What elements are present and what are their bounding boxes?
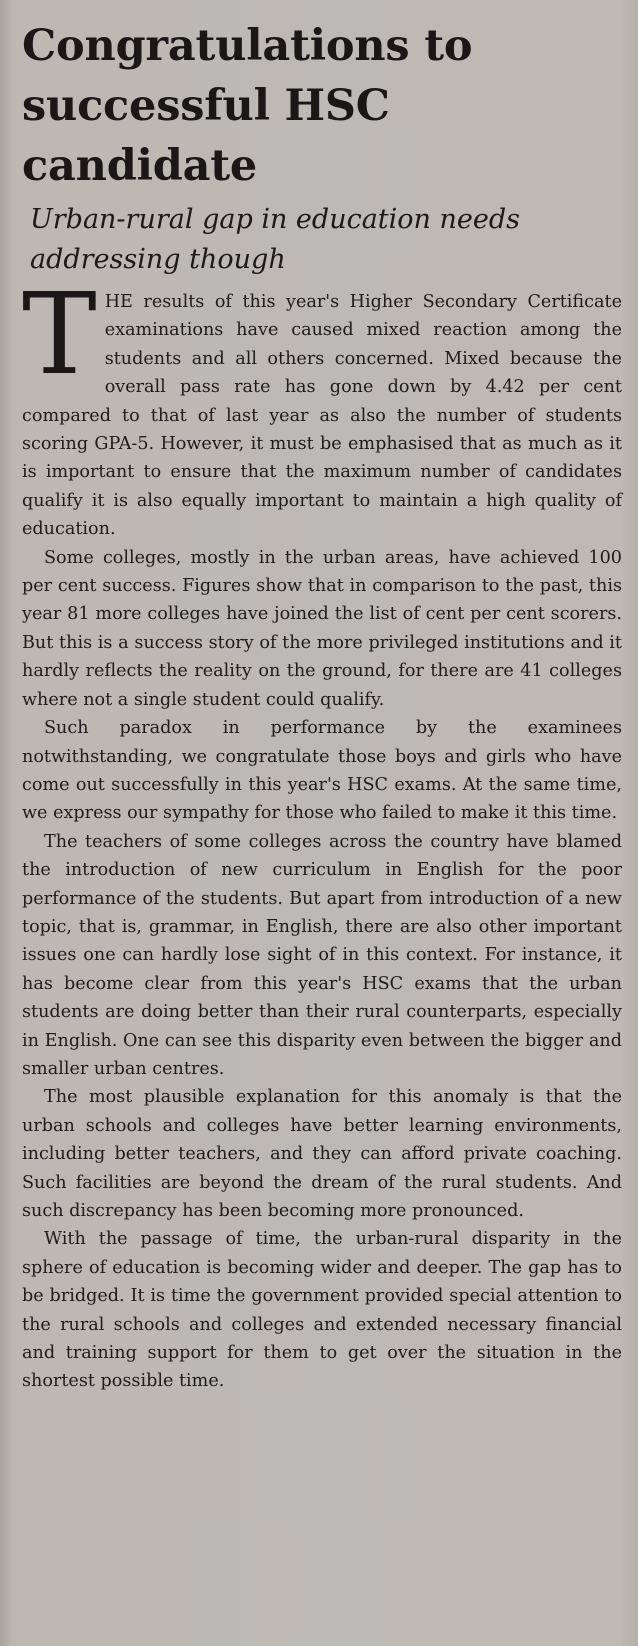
paragraph-1 (22, 270, 622, 544)
paragraph-6: With the passage of time, the urban-rural disparity in the sphere of education is becoming wider and deeper. The gap has to be bridged. It is time the government provided special attention to the rural schools and colleges and extended necessary financial and training support for them to get over the situation in the shortest possible time. (22, 1229, 622, 1392)
drop-cap: T (22, 270, 97, 400)
article-body (22, 270, 622, 1396)
paragraph-2: Some colleges, mostly in the urban areas, have achieved 100 per cent success. Figures show that in comparison to the past, this year 81 more colleges have joined the list of cent per cent scorers. But this is a success story of the more privileged institutions and it hardly reflects the reality on the ground, for there are 41 colleges where not a single student could qualify. (22, 547, 622, 710)
paragraph-5: The most plausible explanation for this anomaly is that the urban schools and colleges have better learning environments, including better teachers, and they can afford private coaching. Such facilities are beyond the dream of the rural students. And such discrepancy has been becoming more pronounced. (22, 1087, 622, 1221)
paragraph-3: Such paradox in performance by the examinees notwithstanding, we congratulate those boys and girls who have come out successfully in this year's HSC exams. At the same time, we express our sympathy for those who failed to make it this time. (22, 718, 622, 824)
paragraph-4: The teachers of some colleges across the country have blamed the introduction of new curriculum in English for the poor performance of the students. But apart from introduction of a new topic, that is, grammar, in English, there are also other important issues one can hardly lose sight of in this context. For instance, it has become clear from this year's HSC exams that the urban students are doing better than their rural counterparts, especially in English. One can see this disparity even between the bigger and smaller urban centres. (22, 831, 622, 1079)
paragraph-1-text: HE results of this year's Higher Secondary Certificate examinations have caused mixed reaction among the students and all others concerned. Mixed because the overall pass rate has gone down by 4.42 per cent compared to that of last year as also the number of students scoring GPA-5. However, it must be emphasised that as much as it is important to ensure that the maximum number of candidates qualify it is also equally important to maintain a high quality of education. (22, 292, 622, 540)
newspaper-editorial (22, 0, 622, 1646)
subheadline: Urban-rural gap in education needs addressing though (30, 204, 520, 275)
headline: Congratulations to successful HSC candidate (22, 21, 473, 191)
